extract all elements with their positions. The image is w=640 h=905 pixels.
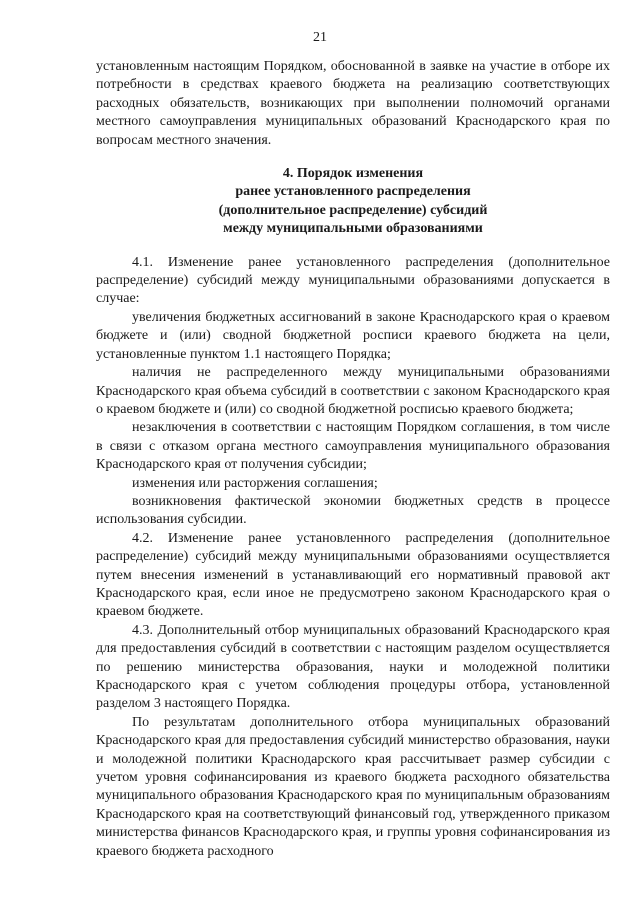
section-heading	[96, 165, 610, 239]
paragraph-results: По результатам дополнительного отбора муниципальных образований Краснодарского края для предоставления субсидий министерство образования, науки и молодежной политики Краснодарского края рассчитывает размер субсидии с учетом уровня софинансирования из краевого бюджета расходного обязательства муниципального образования Краснодарского края по муниципальным образованиям Краснодарского края на соответствующий финансовый год, утвержденного приказом министерства финансов Краснодарского края, и группы уровня софинансирования из краевого бюджета расходного	[96, 714, 610, 859]
section-heading-line: между муниципальными образованиями	[223, 221, 483, 237]
section-heading-line: (дополнительное распределение) субсидий	[218, 202, 488, 218]
section-heading-line: 4. Порядок изменения	[282, 166, 424, 182]
list-item-paragraph: возникновения фактической экономии бюджетных средств в процессе использования субсидии.	[96, 493, 610, 528]
list-item-paragraph: незаключения в соответствии с настоящим Порядком соглашения, в том числе в связи с отказом органа местного самоуправления муниципального образования Краснодарского края от получения субсидии;	[96, 420, 610, 473]
page-number: 21	[313, 30, 327, 45]
section-heading-line: ранее установленного распределения	[235, 184, 471, 200]
paragraph-continued: установленным настоящим Порядком, обоснованной в заявке на участие в отборе их потребности в средствах краевого бюджета на реализацию соответствующих расходных обязательств, возникающих при выполнении полномочий органами местного самоуправления муниципальных образований Краснодарского края по вопросам местного значения.	[96, 59, 610, 148]
paragraph-4-3: 4.3. Дополнительный отбор муниципальных образований Краснодарского края для предоставления субсидий в соответствии с настоящим разделом осуществляется по решению министерства образования, науки и молодежной политики Краснодарского края с учетом соблюдения процедуры отбора, установленной разделом 3 настоящего Порядка.	[96, 622, 610, 712]
paragraph-4-1: 4.1. Изменение ранее установленного распределения (дополнительное распределение) субсидий между муниципальными образованиями допускается в случае:	[96, 254, 610, 307]
list-item-paragraph: наличия не распределенного между муниципальными образованиями Краснодарского края объема субсидий в соответствии с законом Краснодарского края о краевом бюджете и (или) со сводной бюджетной росписью краевого бюджета;	[96, 365, 610, 417]
document-body	[96, 58, 610, 861]
paragraph-4-2: 4.2. Изменение ранее установленного распределения (дополнительное распределение) субсидий между муниципальными образованиями осуществляется путем внесения изменений в устанавливающий его нормативный правовой акт Краснодарского края, если иное не предусмотрено законом Краснодарского края о краевом бюджете.	[96, 530, 610, 620]
list-item-paragraph: увеличения бюджетных ассигнований в законе Краснодарского края о краевом бюджете и (или) сводной бюджетной росписи краевого бюджета на цели, установленные пунктом 1.1 настоящего Порядка;	[96, 309, 610, 362]
list-item-paragraph: изменения или расторжения соглашения;	[132, 475, 378, 491]
